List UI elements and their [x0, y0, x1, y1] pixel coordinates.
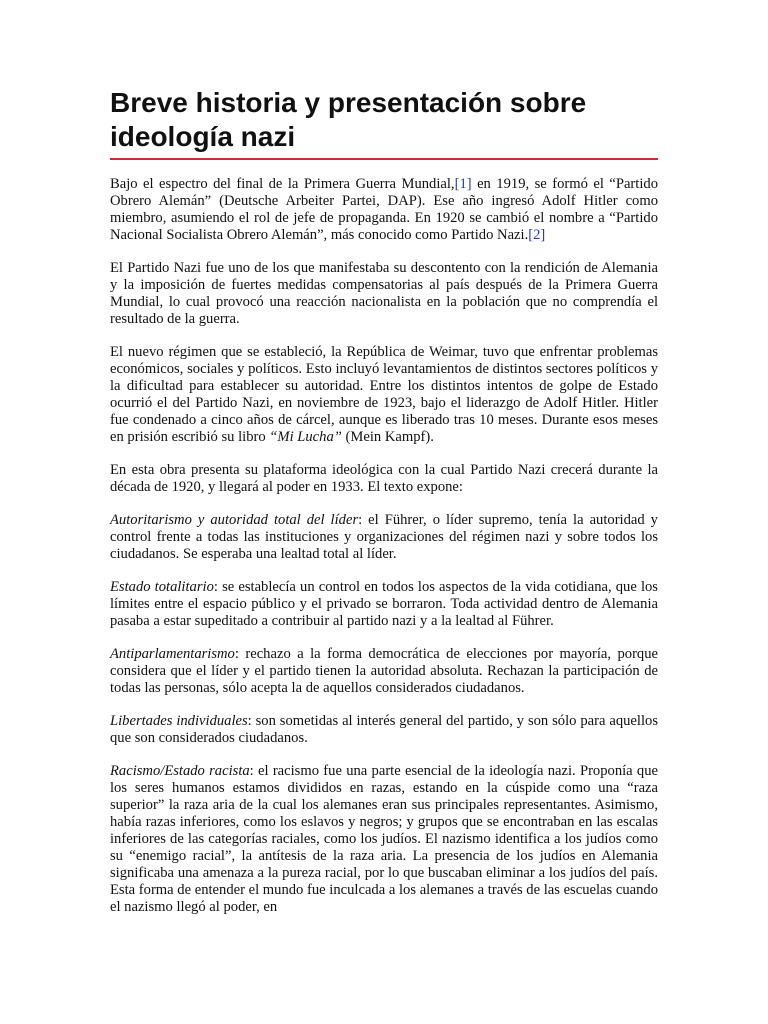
- paragraph-origins: [110, 176, 658, 244]
- term-label: Libertades individuales: [110, 713, 248, 729]
- footnote-link-1[interactable]: [1]: [454, 176, 472, 192]
- page-title: Breve historia y presentación sobre ideología nazi: [110, 86, 658, 160]
- paragraph-platform: En esta obra presenta su plataforma ideológica con la cual Partido Nazi crecerá durante la década de 1920, y llegará al poder en 1933. El texto expone:: [110, 462, 658, 495]
- term-label: Estado totalitario: [110, 579, 214, 595]
- footnote-link-2[interactable]: [2]: [528, 227, 546, 243]
- paragraph-individual-liberties: [110, 713, 658, 747]
- paragraph-totalitarian-state: [110, 579, 658, 630]
- paragraph-text: Bajo el espectro del final de la Primera Guerra Mundial,: [110, 176, 455, 192]
- book-title: “Mi Lucha”: [269, 429, 342, 445]
- paragraph-racism: [110, 763, 658, 916]
- term-label: Antiparlamentarismo: [110, 646, 235, 662]
- paragraph-text: (Mein Kampf).: [341, 429, 434, 445]
- term-definition: : son sometidas al interés general del partido, y son sólo para aquellos que son considerados ciudadanos.: [110, 713, 658, 746]
- paragraph-weimar: [110, 344, 658, 446]
- document-body: [110, 176, 658, 916]
- term-definition: : el racismo fue una parte esencial de la ideología nazi. Proponía que los seres humanos estamos divididos en razas, estando en la cúspide como una “raza superior” la raza aria de la cual los alemanes eran sus principales representantes. Asimismo, había razas inferiores, como los eslavos y negros; y grupos que se encontraban en las escalas inferiores de las categorías raciales, como los judíos. El nazismo identifica a los judíos como su “enemigo racial”, la antítesis de la raza aria. La presencia de los judíos en Alemania significaba una amenaza a la pureza racial, por lo que buscaban eliminar a los judíos del país. Esta forma de entender el mundo fue inculcada a los alemanes a través de las escuelas cuando el nazismo llegó al poder, en: [110, 763, 658, 915]
- term-definition: : el Führer, o líder supremo, tenía la autoridad y control frente a todas las instituciones y organizaciones del régimen nazi y sobre todos los ciudadanos. Se esperaba una lealtad total al líder.: [110, 512, 658, 562]
- paragraph-antiparliamentarism: [110, 646, 658, 697]
- term-definition: : se establecía un control en todos los aspectos de la vida cotidiana, que los límites entre el espacio público y el privado se borraron. Toda actividad dentro de Alemania pasaba a estar supeditado a contribuir al partido nazi y a la lealtad al Führer.: [110, 579, 658, 629]
- paragraph-discontent: El Partido Nazi fue uno de los que manifestaba su descontento con la rendición de Alemania y la imposición de fuertes medidas compensatorias al país después de la Primera Guerra Mundial, lo cual provocó una reacción nacionalista en la población que no comprendía el resultado de la guerra.: [110, 260, 658, 327]
- term-label: Racismo/Estado racista: [110, 763, 250, 779]
- paragraph-authoritarianism: [110, 512, 658, 563]
- paragraph-text: El nuevo régimen que se estableció, la República de Weimar, tuvo que enfrentar problemas económicos, sociales y políticos. Esto incluyó levantamientos de distintos sectores políticos y la dificultad para establecer su autoridad. Entre los distintos intentos de golpe de Estado ocurrió el del Partido Nazi, en noviembre de 1923, bajo el liderazgo de Adolf Hitler. Hitler fue condenado a cinco años de cárcel, aunque es liberado tras 10 meses. Durante esos meses en prisión escribió su libro: [110, 344, 658, 445]
- term-label: Autoritarismo y autoridad total del líder: [110, 512, 359, 528]
- term-definition: : rechazo a la forma democrática de elecciones por mayoría, porque considera que el líder y el partido tienen la autoridad absoluta. Rechazan la participación de todas las personas, sólo acepta la de aquellos considerados ciudadanos.: [110, 646, 658, 696]
- document-page: [110, 86, 658, 932]
- paragraph-text: en 1919, se formó el “Partido Obrero Alemán” (Deutsche Arbeiter Partei, DAP). Ese año ingresó Adolf Hitler como miembro, asumiendo el rol de jefe de propaganda. En 1920 se cambió el nombre a “Partido Nacional Socialista Obrero Alemán”, más conocido como Partido Nazi.: [110, 176, 658, 243]
